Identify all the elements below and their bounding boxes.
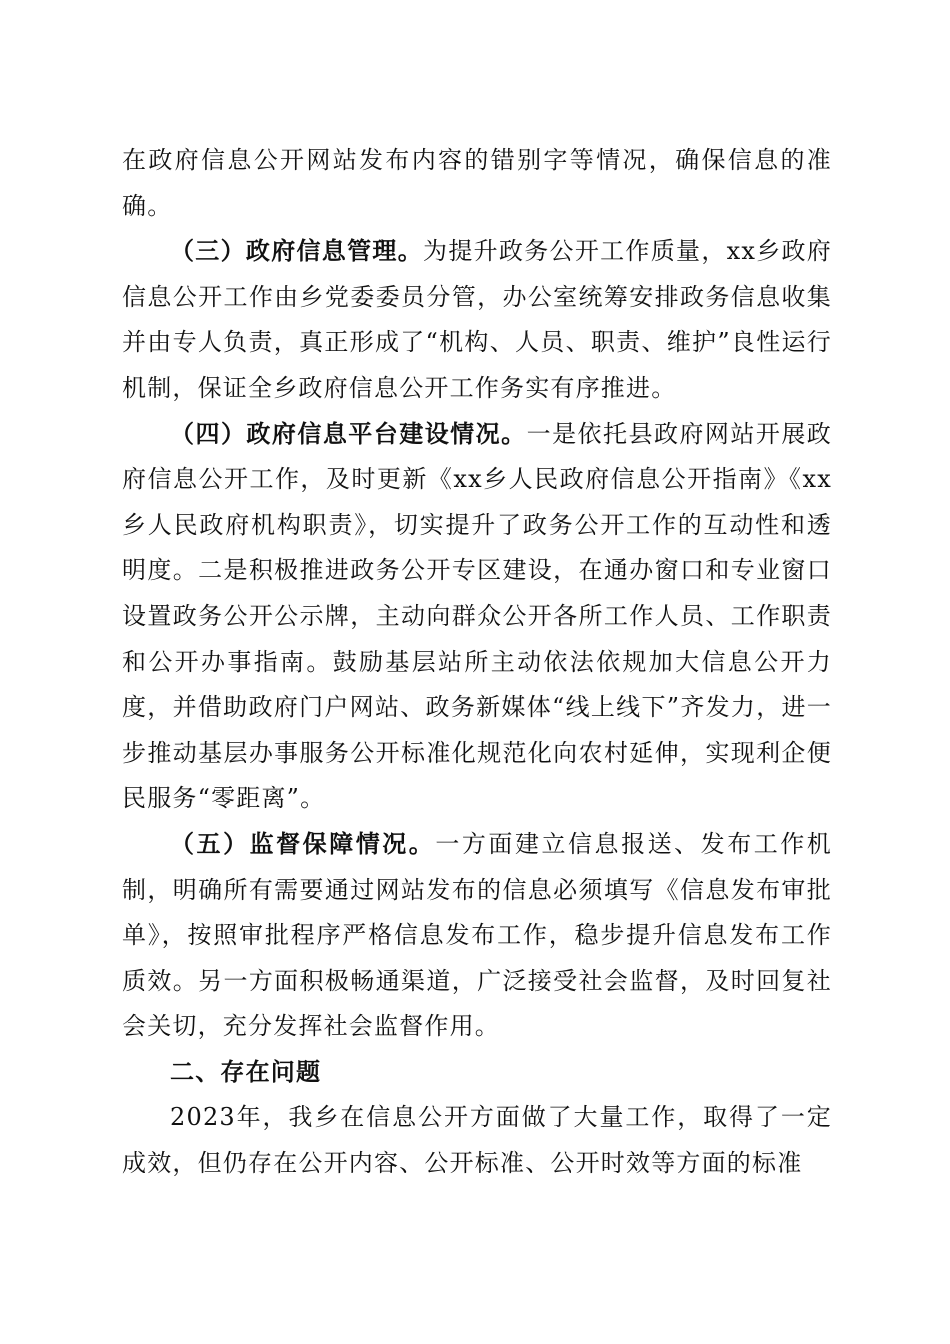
- problems-text: 2023年，我乡在信息公开方面做了大量工作，取得了一定成效，但仍存在公开内容、公开标准、公开时效等方面的标准: [122, 1103, 832, 1178]
- chapter-heading-problems: 二、存在问题: [170, 1057, 322, 1086]
- continuation-text: 在政府信息公开网站发布内容的错别字等情况，确保信息的准确。: [122, 146, 832, 220]
- section-4-body: 一是依托县政府网站开展政府信息公开工作，及时更新《xx乡人民政府信息公开指南》《xx乡人民政府机构职责》，切实提升了政务公开工作的互动性和透明度。二是积极推进政务公开专区建设，在通办窗口和专业窗口设置政务公开公示牌，主动向群众公开各所工作人员、工作职责和公开办事指南。鼓励基层站所主动依法依规加大信息公开力度，并借助政府门户网站、政务新媒体“线上线下”齐发力，进一步推动基层办事服务公开标准化规范化向农村延伸，实现利企便民服务“零距离”。: [122, 419, 832, 813]
- document-body: [122, 138, 832, 1187]
- section-5-heading: （五）监督保障情况。: [170, 829, 436, 858]
- section-4-heading: （四）政府信息平台建设情况。: [170, 419, 527, 448]
- section-3-paragraph: [122, 229, 832, 411]
- section-5-body: 一方面建立信息报送、发布工作机制，明确所有需要通过网站发布的信息必须填写《信息发布审批单》，按照审批程序严格信息发布工作，稳步提升信息发布工作质效。另一方面积极畅通渠道，广泛接受社会监督，及时回复社会关切，充分发挥社会监督作用。: [122, 829, 833, 1041]
- section-3-heading: （三）政府信息管理。: [170, 237, 424, 266]
- section-4-paragraph: [122, 412, 832, 822]
- problems-paragraph: [122, 1095, 832, 1186]
- section-3-body: 为提升政务公开工作质量，xx乡政府信息公开工作由乡党委委员分管，办公室统筹安排政务信息收集并由专人负责，真正形成了“机构、人员、职责、维护”良性运行机制，保证全乡政府信息公开工作务实有序推进。: [122, 237, 832, 402]
- continuation-paragraph: [122, 138, 832, 229]
- section-5-paragraph: [122, 822, 832, 1050]
